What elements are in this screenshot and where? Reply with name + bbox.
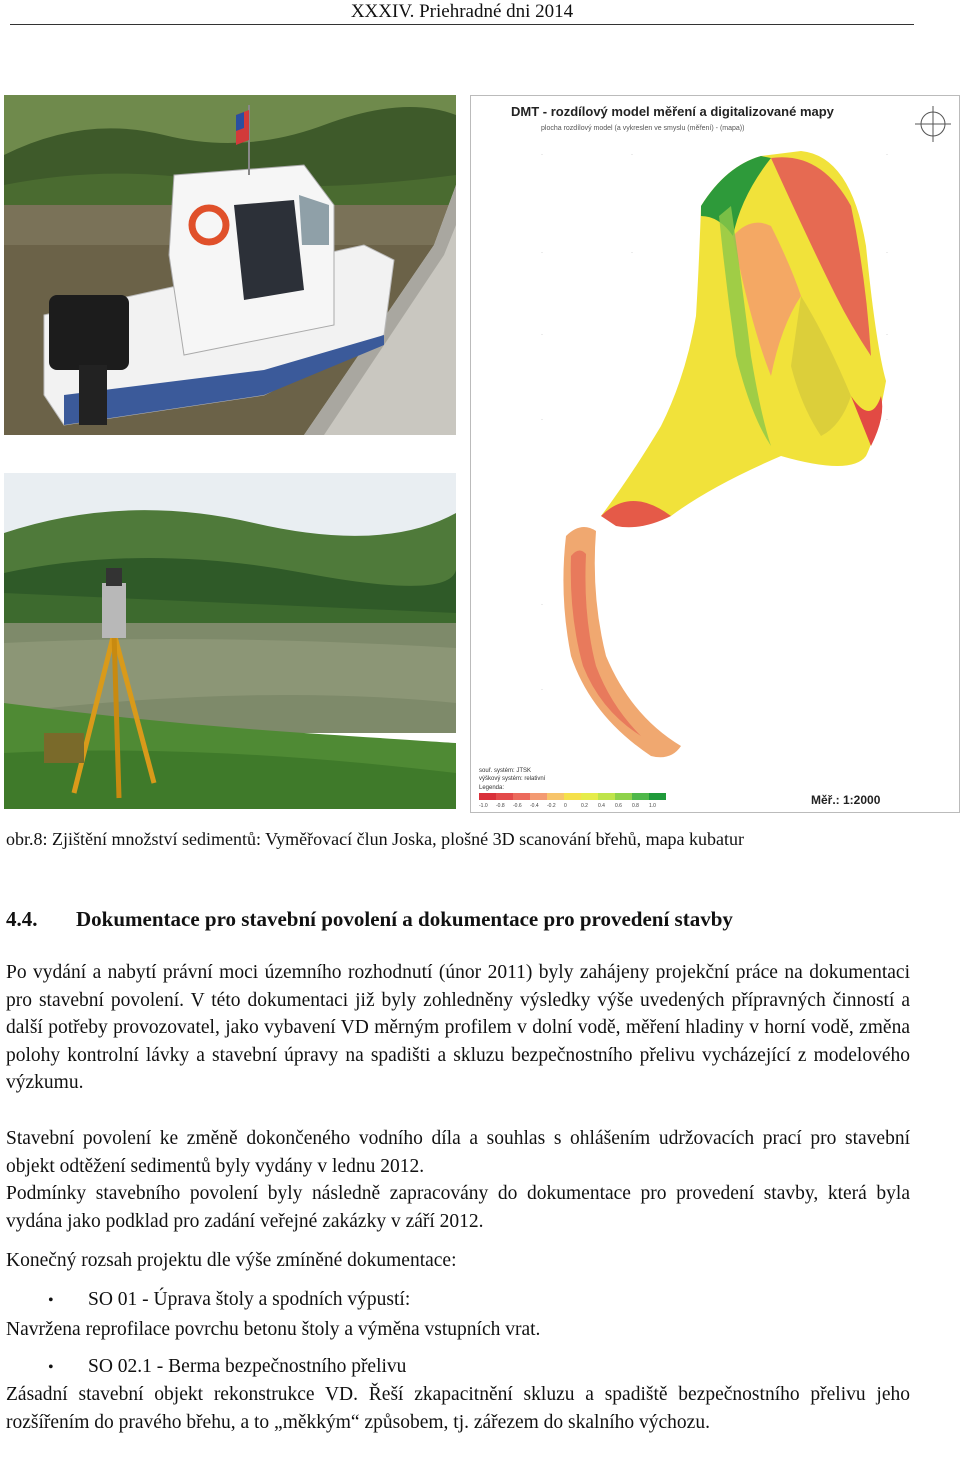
svg-text:·: · [541, 417, 543, 423]
svg-text:·: · [541, 332, 543, 338]
svg-text:·: · [541, 250, 543, 256]
legend-swatch [513, 793, 530, 800]
paragraph: Konečný rozsah projektu dle výše zmíněné dokumentace: [6, 1250, 457, 1271]
map-legend-values [479, 803, 656, 809]
lake-scanner-photo [4, 473, 456, 809]
page-header: XXXIV. Priehradné dni 2014 [10, 0, 914, 25]
paragraph: Podmínky stavebního povolení byly následně zapracovány do dokumentace pro provedení stavby, která byla vydána jako podklad pro zadání veřejné zakázky v září 2012. [6, 1183, 910, 1232]
difference-model-map [470, 95, 960, 813]
bullet-icon: • [48, 1292, 54, 1309]
svg-text:·: · [886, 250, 888, 256]
map-source-text-2: výškový systém: relativní [479, 776, 546, 782]
section-number: 4.4. [6, 907, 38, 931]
paragraph: Stavební povolení ke změně dokončeného vodního díla a souhlas s ohlášením udržovacích prací pro stavební objekt odtěžení sedimentů byly vydány v lednu 2012. [6, 1128, 910, 1177]
list-item-description: Navržena reprofilace povrchu betonu štoly a výměna vstupních vrat. [6, 1319, 541, 1340]
svg-text:·: · [541, 687, 543, 693]
legend-swatch [581, 793, 598, 800]
list-item-title: SO 02.1 - Berma bezpečnostního přelivu [88, 1356, 407, 1377]
svg-text:·: · [541, 602, 543, 608]
section-heading [6, 906, 733, 932]
legend-value: 0.4 [598, 803, 605, 809]
boat-photo [4, 95, 456, 435]
list-item-description: Zásadní stavební objekt rekonstrukce VD. Řeší zkapacitnění skluzu a spadiště bezpečnostního přelivu jeho rozšířením do pravého břehu, a to „měkkým“ způsobem, tj. zářezem do skalního výchozu. [6, 1384, 910, 1433]
figure-caption: obr.8: Zjištění množství sedimentů: Vyměřovací člun Joska, plošné 3D scanování břehů, mapa kubatur [6, 829, 745, 849]
legend-swatch [547, 793, 564, 800]
svg-text:·: · [886, 152, 888, 158]
paragraph: Po vydání a nabytí právní moci územního rozhodnutí (únor 2011) byly zahájeny projekční práce na dokumentaci pro stavební povolení. V této dokumentaci již byly zohledněny výsledky výše uvedených přípravných činností a další potřeby provozovatel, jako vybavení VD měrným profilem v dolní vodě, měření hladiny v horní vodě, změna polohy kontrolní lávky a stavební úpravy na spadišti a skluzu bezpečnostního přelivu vycházející z modelového výzkumu. [6, 962, 910, 1093]
map-legend [479, 793, 666, 800]
list-item [48, 1287, 410, 1314]
section-title: Dokumentace pro stavební povolení a dokumentace pro provedení stavby [76, 907, 733, 931]
svg-text:·: · [631, 250, 633, 256]
map-subtitle: plocha rozdílový model (a vykreslen ve smyslu (měření) - (mapa)) [541, 125, 745, 132]
legend-value: 0.6 [615, 803, 622, 809]
legend-value: 0.8 [632, 803, 639, 809]
svg-text:·: · [886, 332, 888, 338]
legend-swatch [598, 793, 615, 800]
map-scale: Měř.: 1:2000 [811, 793, 881, 807]
north-arrow-icon [915, 106, 951, 142]
map-source-text: souř. systém: JTSK [479, 768, 532, 774]
legend-swatch [615, 793, 632, 800]
legend-value: -0.8 [496, 803, 505, 809]
legend-value: -1.0 [479, 803, 488, 809]
svg-text:·: · [886, 417, 888, 423]
svg-text:·: · [631, 152, 633, 158]
legend-value: -0.6 [513, 803, 522, 809]
legend-swatch [564, 793, 581, 800]
legend-swatch [496, 793, 513, 800]
legend-swatch [479, 793, 496, 800]
legend-value: -0.2 [547, 803, 556, 809]
legend-value: -0.4 [530, 803, 539, 809]
bullet-icon: • [48, 1359, 54, 1376]
legend-swatch [649, 793, 666, 800]
legend-value: 1.0 [649, 803, 656, 809]
legend-value: 0 [564, 803, 567, 809]
legend-swatch [632, 793, 649, 800]
list-item-title: SO 01 - Úprava štoly a spodních výpustí: [88, 1289, 411, 1310]
map-legend-label: Legenda: [479, 785, 505, 791]
map-title: DMT - rozdílový model měření a digitalizované mapy [511, 104, 834, 119]
legend-swatch [530, 793, 547, 800]
list-item [48, 1354, 406, 1381]
svg-text:·: · [541, 152, 543, 158]
legend-value: 0.2 [581, 803, 588, 809]
